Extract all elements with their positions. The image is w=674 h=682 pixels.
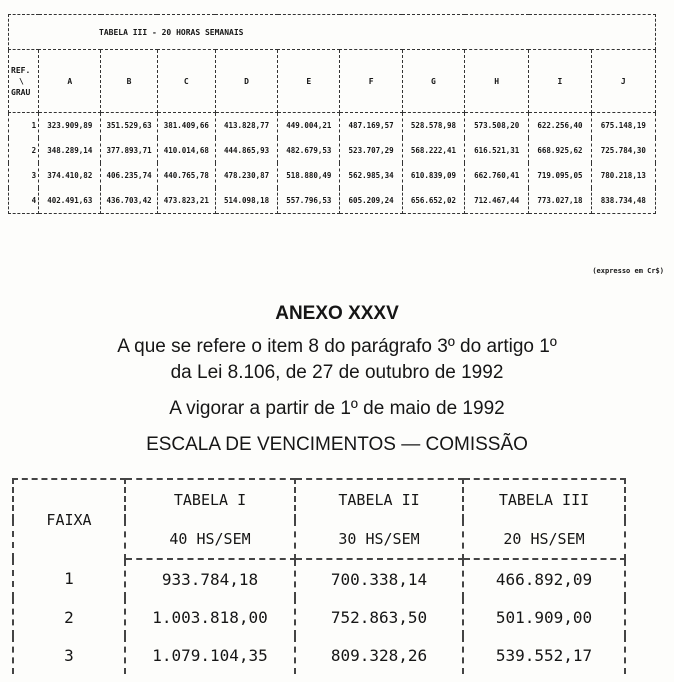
value-cell: 605.209,24 [340,188,402,214]
value-cell: 377.893,71 [101,138,157,163]
table-row [13,559,625,598]
column-header: TABELA I [125,479,295,520]
value-cell: 668.925,62 [529,138,591,163]
value-cell: 528.578,98 [402,113,464,139]
value-cell: 436.703,42 [101,188,157,214]
value-cell: 725.784,30 [591,138,655,163]
scale-title: ESCALA DE VENCIMENTOS — COMISSÃO [146,434,528,455]
value-cell: 444.865,93 [215,138,277,163]
column-header: E [278,50,340,113]
value-cell: 1.079.104,35 [125,636,295,674]
value-cell: 473.823,21 [157,188,215,214]
value-cell: 838.734,48 [591,188,655,214]
faixa-cell: 1 [9,113,39,139]
annex-title: ANEXO XXXV [275,303,399,324]
faixa-cell: 2 [9,138,39,163]
value-cell: 374.410,82 [39,163,101,188]
column-header: D [215,50,277,113]
value-cell: 675.148,19 [591,113,655,139]
annex-law-line: da Lei 8.106, de 27 de outubro de 1992 [170,362,504,383]
value-cell: 780.218,13 [591,163,655,188]
value-cell: 323.909,89 [39,113,101,139]
table-row [13,598,625,636]
value-cell: 523.707,29 [340,138,402,163]
column-header: C [157,50,215,113]
value-cell: 573.508,20 [465,113,529,139]
annex-reference-line: A que se refere o item 8 do parágrafo 3º do artigo 1º [117,336,557,357]
value-cell: 501.909,00 [463,598,625,636]
column-subheader: 20 HS/SEM [463,520,625,559]
ref-grau-header [9,50,39,113]
value-cell: 562.985,34 [340,163,402,188]
value-cell: 449.004,21 [278,113,340,139]
ref-grau-label: REF. [11,65,31,75]
value-cell: 662.760,41 [465,163,529,188]
ref-grau-label: GRAU [11,87,31,97]
annex-effective-date: A vigorar a partir de 1º de maio de 1992 [169,398,505,419]
value-cell: 656.652,02 [402,188,464,214]
value-cell: 482.679,53 [278,138,340,163]
column-header: H [465,50,529,113]
faixa-cell: 3 [9,163,39,188]
value-cell: 402.491,63 [39,188,101,214]
value-cell: 773.027,18 [529,188,591,214]
column-header: I [529,50,591,113]
column-header: TABELA III [463,479,625,520]
column-header: TABELA II [295,479,463,520]
salary-scale-table [12,478,624,674]
faixa-cell: 4 [9,188,39,214]
value-cell: 514.098,18 [215,188,277,214]
tabela-iii-title: TABELA III - 20 HORAS SEMANAIS [9,15,656,50]
value-cell: 351.529,63 [101,113,157,139]
value-cell: 406.235,74 [101,163,157,188]
value-cell: 348.289,14 [39,138,101,163]
ref-grau-label: \ [19,76,24,86]
faixa-cell: 1 [13,559,125,598]
value-cell: 610.839,09 [402,163,464,188]
value-cell: 809.328,26 [295,636,463,674]
value-cell: 622.256,40 [529,113,591,139]
value-cell: 539.552,17 [463,636,625,674]
column-header: F [340,50,402,113]
column-subheader: 40 HS/SEM [125,520,295,559]
column-header: B [101,50,157,113]
column-header: J [591,50,655,113]
table-row [13,636,625,674]
value-cell: 933.784,18 [125,559,295,598]
value-cell: 719.095,05 [529,163,591,188]
table-row [9,188,656,214]
value-cell: 752.863,50 [295,598,463,636]
value-cell: 413.828,77 [215,113,277,139]
value-cell: 440.765,78 [157,163,215,188]
value-cell: 466.892,09 [463,559,625,598]
value-cell: 487.169,57 [340,113,402,139]
value-cell: 1.003.818,00 [125,598,295,636]
faixa-cell: 3 [13,636,125,674]
column-header: A [39,50,101,113]
value-cell: 410.014,68 [157,138,215,163]
table-row [9,113,656,139]
value-cell: 568.222,41 [402,138,464,163]
value-cell: 712.467,44 [465,188,529,214]
column-subheader: 30 HS/SEM [295,520,463,559]
tabela-iii-table [8,14,656,214]
value-cell: 381.409,66 [157,113,215,139]
value-cell: 557.796,53 [278,188,340,214]
value-cell: 478.230,87 [215,163,277,188]
faixa-header: FAIXA [13,479,125,559]
currency-note: (expresso em Cr$) [592,267,664,275]
table-row [9,138,656,163]
column-header: G [402,50,464,113]
faixa-cell: 2 [13,598,125,636]
value-cell: 616.521,31 [465,138,529,163]
value-cell: 700.338,14 [295,559,463,598]
table-row [9,163,656,188]
value-cell: 518.880,49 [278,163,340,188]
